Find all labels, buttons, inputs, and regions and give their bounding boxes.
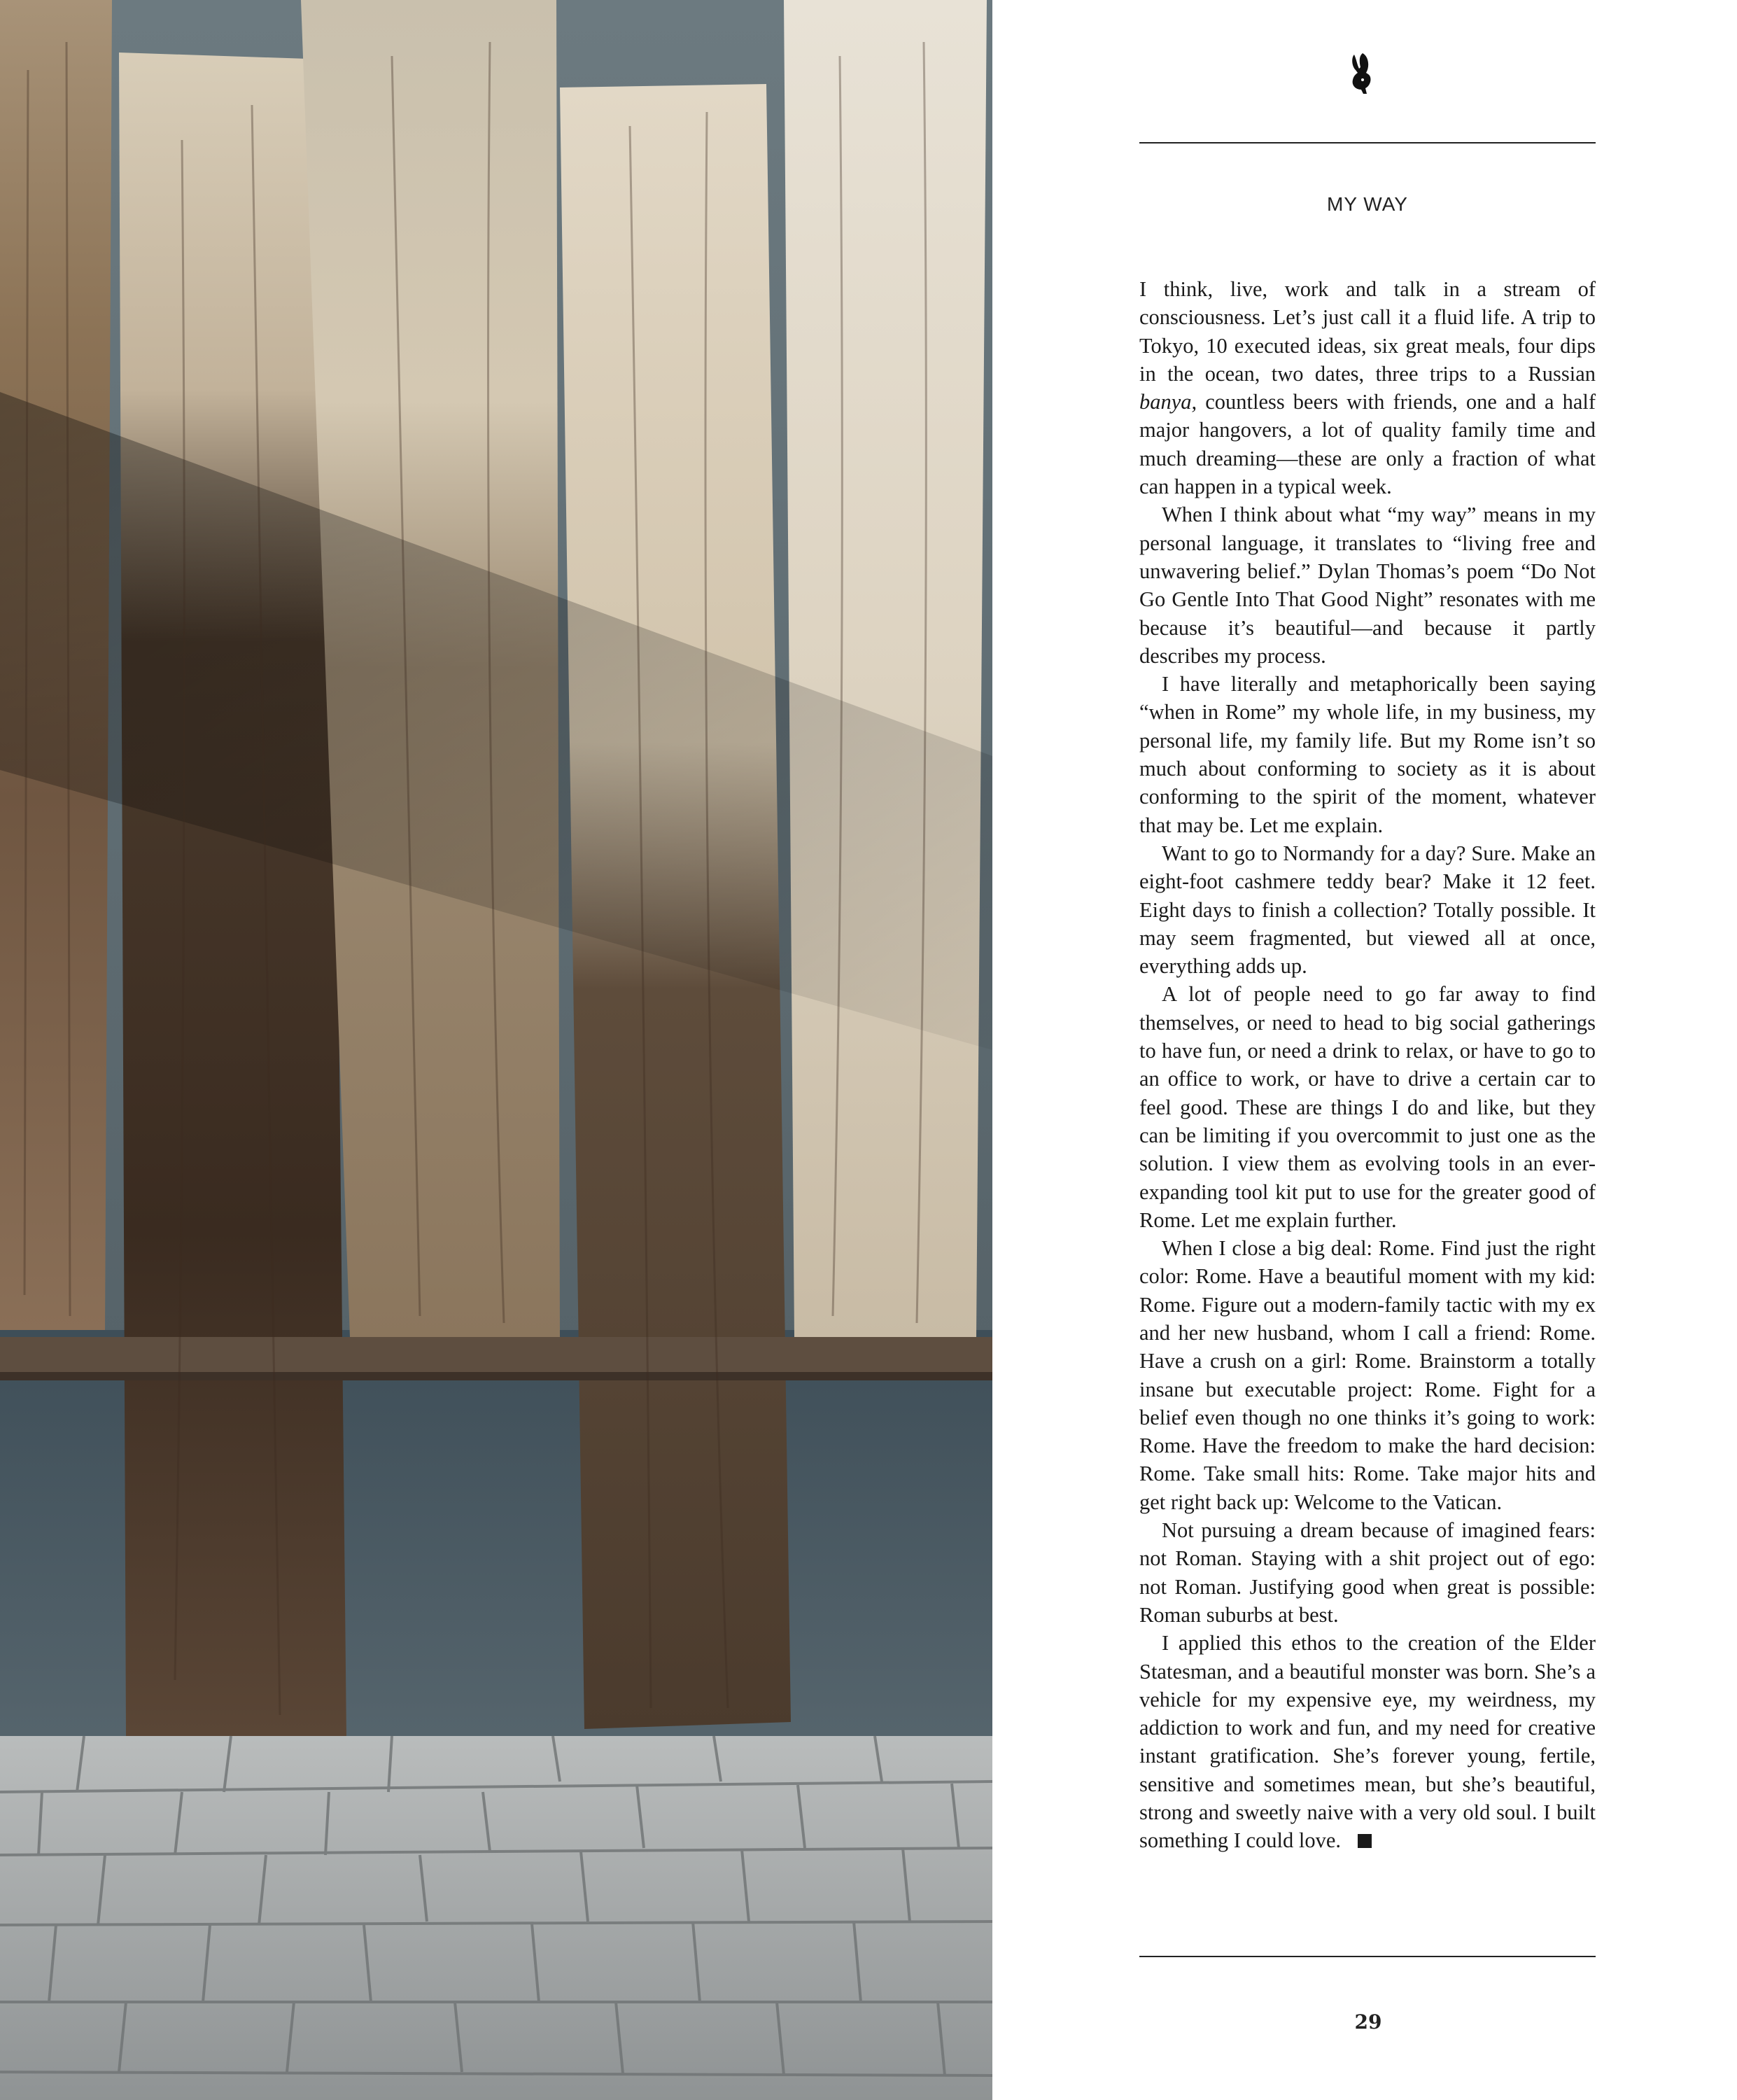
article-paragraph: Want to go to Normandy for a day? Sure. Make an eight-foot cashmere teddy bear? Make it 12 feet. Eight days to finish a collection? Totally possible. It may seem fragmented, but viewed all at once, everything adds up. — [1139, 841, 1596, 979]
end-square-icon — [1358, 1834, 1372, 1848]
article-paragraph: A lot of people need to go far away to find themselves, or need to head to big social gatherings to have fun, or need a drink to relax, or have to go to an office to work, or have to drive a certain car to feel good. These are things I do and like, but they can be limiting if you overcommit to just one as the solution. I view them as evolving tools in an ever-expanding tool kit put to use for the greater good of Rome. Let me explain further. — [1139, 982, 1596, 1232]
bottom-rule — [1139, 1956, 1596, 1957]
article-paragraph: I have literally and metaphorically been saying “when in Rome” my whole life, in my business, my personal life, my family life. But my Rome isn’t so much about conforming to society as it is about conforming to the spirit of the moment, whatever that may be. Let me explain. — [1139, 672, 1596, 837]
article-paragraph: Not pursuing a dream because of imagined fears: not Roman. Staying with a shit project out of ego: not Roman. Justifying good when great is possible: Roman suburbs at best. — [1139, 1518, 1596, 1627]
section-title: MY WAY — [1327, 193, 1408, 215]
italic-term: banya, — [1139, 390, 1197, 414]
article-body — [1139, 275, 1596, 1855]
article-paragraph: I think, live, work and talk in a stream of consciousness. Let’s just call it a fluid life. A trip to Tokyo, 10 executed ideas, six great meals, four dips in the ocean, two dates, three trips to a Russian banya, countless beers with friends, one and a half major hangovers, a lot of quality family time and much dreaming—these are only a fraction of what can happen in a typical week. — [1139, 277, 1596, 499]
rabbit-head-icon — [1347, 50, 1375, 97]
article-paragraph: When I think about what “my way” means in my personal language, it translates to “living free and unwavering belief.” Dylan Thomas’s poem “Do Not Go Gentle Into That Good Night” resonates with me because it’s beautiful—and because it partly describes my process. — [1139, 503, 1596, 668]
top-rule — [1139, 142, 1596, 144]
article-paragraph: When I close a big deal: Rome. Find just the right color: Rome. Have a beautiful moment with my kid: Rome. Figure out a modern-family tactic with my ex and her new husband, whom I call a friend: Rome. Have a crush on a girl: Rome. Brainstorm a totally insane but executable project: Rome. Fight for a belief even though no one thinks it’s going to work: Rome. Have the freedom to make the hard decision: Rome. Take small hits: Rome. Take major hits and get right back up: Welcome to the Vatican. — [1139, 1236, 1596, 1514]
article-paragraph-last: I applied this ethos to the creation of the Elder Statesman, and a beautiful monster was born. She’s a vehicle for my expensive eye, my weirdness, my addiction to work and fun, and my need for creative instant gratification. She’s forever young, fertile, sensitive and sometimes mean, but she’s beautiful, strong and sweetly naive with a very old soul. I built something I could love. — [1139, 1631, 1596, 1853]
page-number: 29 — [1354, 2010, 1382, 2033]
